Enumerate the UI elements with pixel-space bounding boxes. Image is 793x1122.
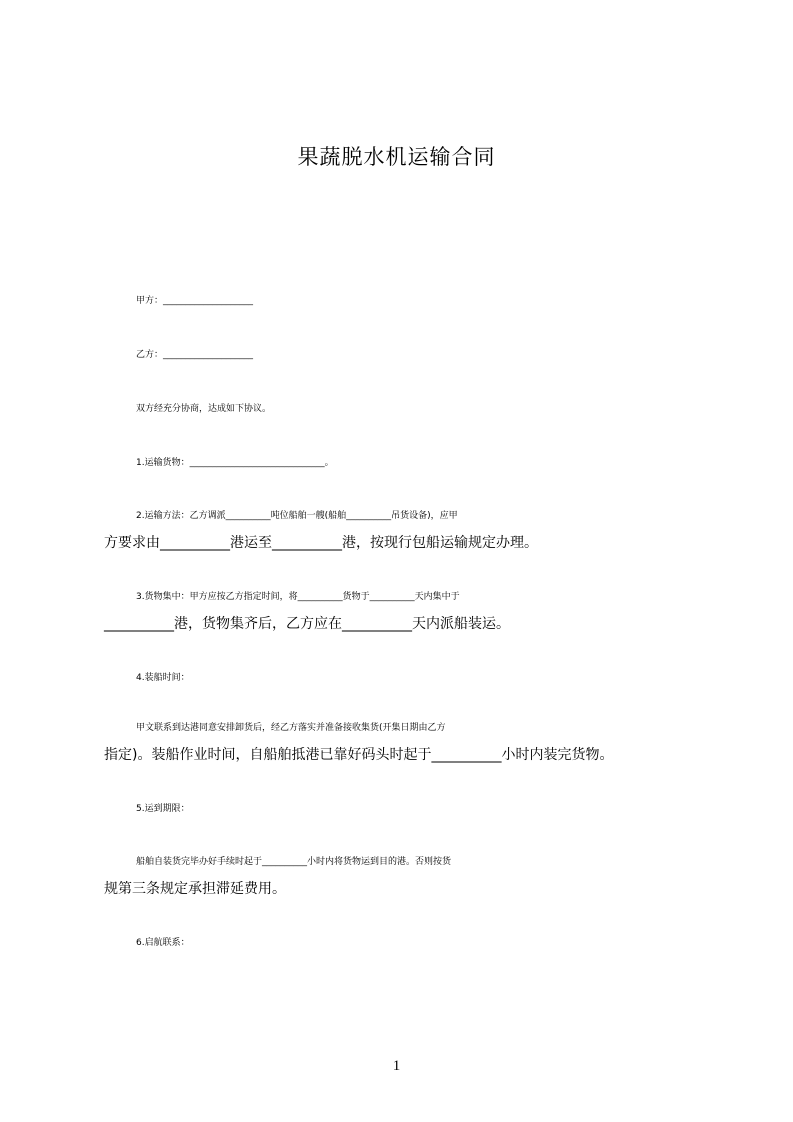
clause-4-line-2: 指定)。装船作业时间，自船舶抵港已靠好码头时起于__________小时内装完货物。: [104, 747, 614, 763]
clause-6-heading: 6.启航联系：: [136, 938, 190, 948]
party-b-line: 乙方：____________________: [136, 350, 254, 360]
clause-5-line-2: 规第三条规定承担滞延费用。: [104, 881, 286, 897]
clause-3-line-1: 3.货物集中：甲方应按乙方指定时间，将__________货物于__________天内集中于: [136, 592, 460, 602]
agreement-intro: 双方经充分协商，达成如下协议。: [136, 404, 272, 414]
clause-5-heading: 5.运到期限：: [136, 804, 190, 814]
document-title: 果蔬脱水机运输合同: [297, 145, 496, 169]
clause-2-line-1: 2.运输方法：乙方调派__________吨位船舶一艘(船舶__________吊货设备)，应甲: [136, 511, 458, 521]
page-number: 1: [392, 1058, 401, 1074]
clause-1-goods: 1.运输货物：______________________________。: [136, 458, 334, 468]
clause-4-heading: 4.装船时间：: [136, 673, 190, 683]
clause-2-line-2: 方要求由__________港运至__________港，按现行包船运输规定办理。: [104, 535, 538, 551]
clause-5-line-1: 船舶自装货完毕办好手续时起于__________小时内将货物运到目的港。否则按货: [136, 857, 452, 867]
clause-3-line-2: __________港，货物集齐后，乙方应在__________天内派船装运。: [104, 616, 510, 632]
party-a-line: 甲方：____________________: [136, 296, 254, 306]
clause-4-line-1: 甲文联系到达港同意安排卸货后，经乙方落实并准备接收集货(开集日期由乙方: [136, 723, 446, 733]
